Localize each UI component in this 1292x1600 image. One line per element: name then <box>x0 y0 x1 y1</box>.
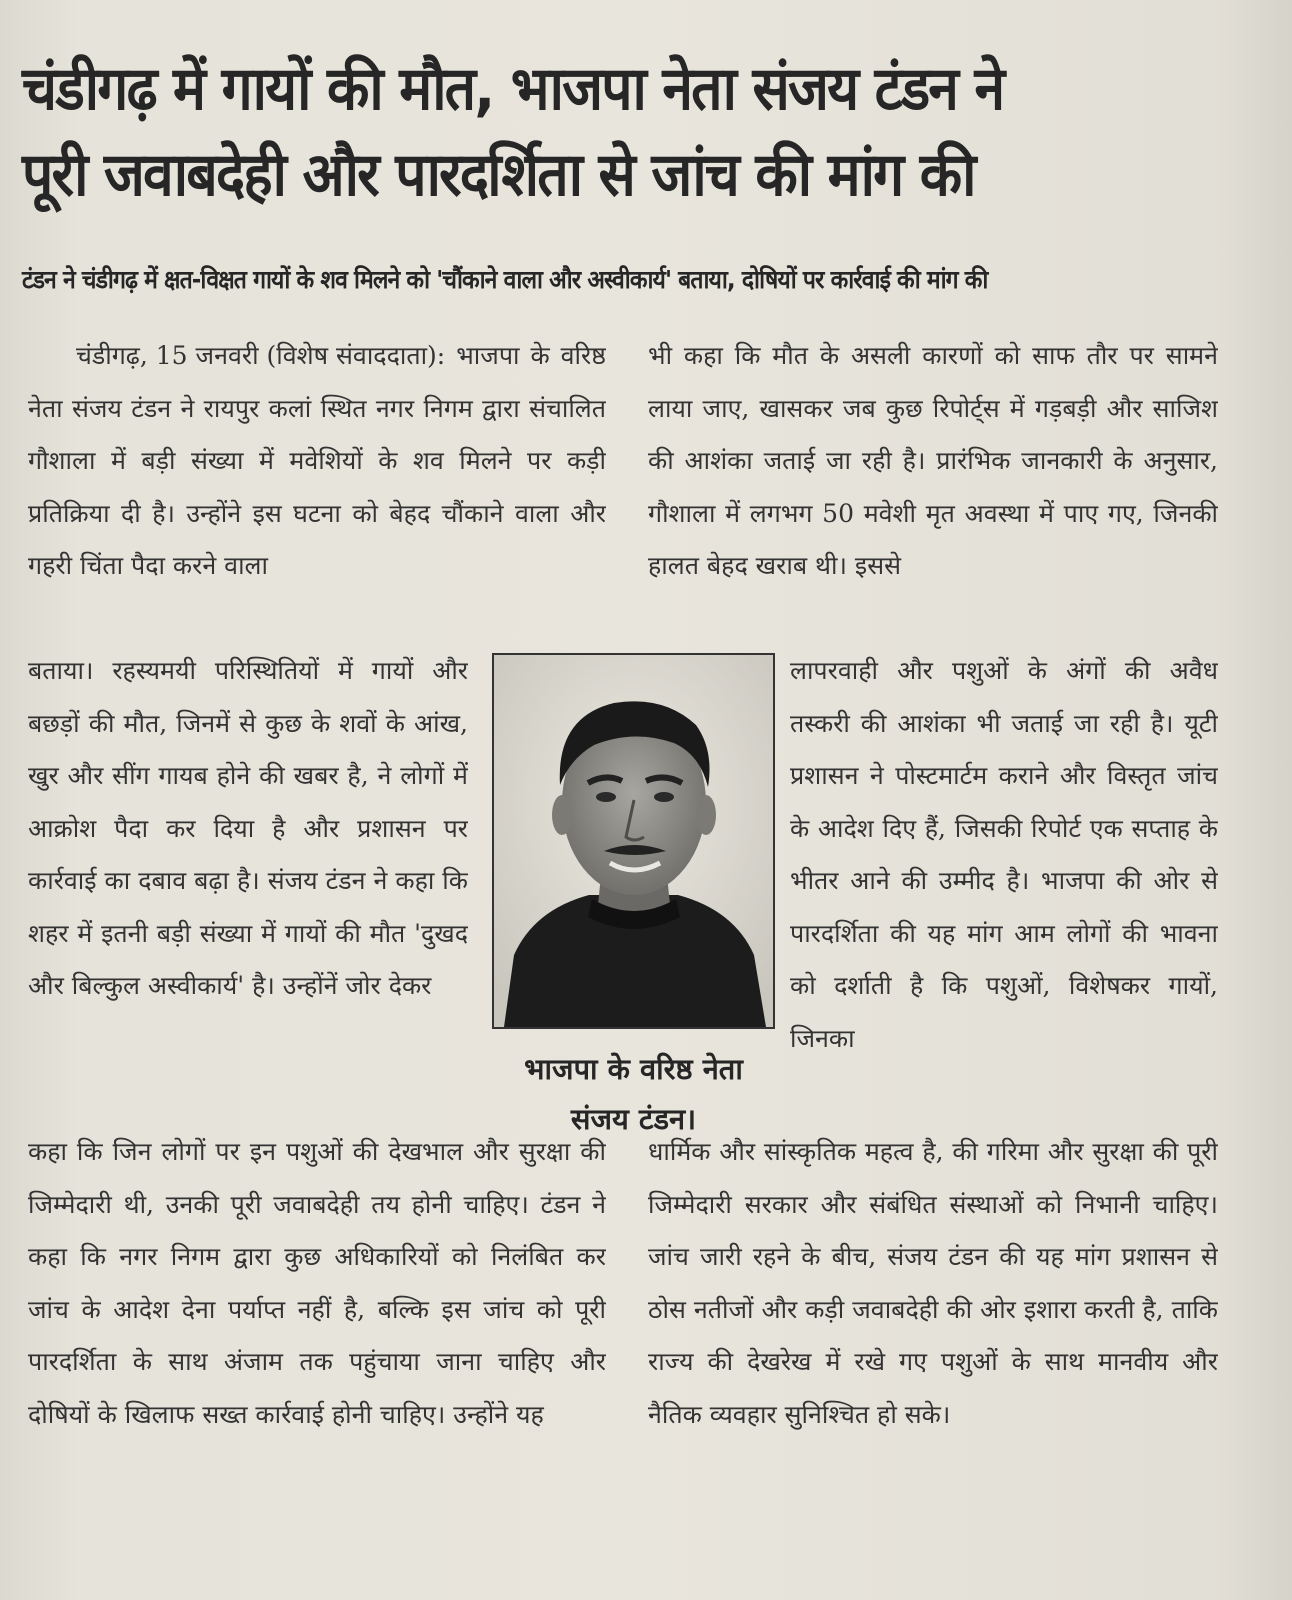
column-2-top-text: भी कहा कि मौत के असली कारणों को साफ तौर पर सामने लाया जाए, खासकर जब कुछ रिपोर्ट्स में गड़बड़ी और साजिश की आशंका जताई जा रही है। प्रारंभिक जानकारी के अनुसार, गौशाला में लगभग 50 मवेशी मृत अवस्था में पाए गए, जिनकी हालत बेहद खराब थी। इससे <box>648 341 1218 580</box>
photo-caption: भाजपा के वरिष्ठ नेता संजय टंडन। <box>524 1052 743 1136</box>
column-1-bottom <box>28 1126 606 1546</box>
column-2-middle <box>790 645 1218 1123</box>
column-1-top <box>28 330 606 645</box>
headline-line-1: चंडीगढ़ में गायों की मौत, भाजपा नेता संजय टंडन ने <box>22 54 1004 124</box>
subheadline: टंडन ने चंडीगढ़ में क्षत-विक्षत गायों के शव मिलने को 'चौंकाने वाला और अस्वीकार्य' बताया, दोषियों पर कार्रवाई की मांग की <box>22 265 988 294</box>
headline-line-2: पूरी जवाबदेही और पारदर्शिता से जांच की मांग की <box>22 140 975 210</box>
column-1-top-text: भाजपा के वरिष्ठ नेता संजय टंडन ने रायपुर कलां स्थित नगर निगम द्वारा संचालित गौशाला में बड़ी संख्या में मवेशियों के शव मिलने पर कड़ी प्रतिक्रिया दी है। उन्होंने इस घटना को बेहद चौंकाने वाला और गहरी चिंता पैदा करने वाला <box>28 341 606 580</box>
portrait-photo <box>492 653 775 1029</box>
column-1-bottom-text: कहा कि जिन लोगों पर इन पशुओं की देखभाल और सुरक्षा की जिम्मेदारी थी, उनकी पूरी जवाबदेही तय होनी चाहिए। टंडन ने कहा कि नगर निगम द्वारा कुछ अधिकारियों को निलंबित कर जांच के आदेश देना पर्याप्त नहीं है, बल्कि इस जांच को पूरी पारदर्शिता के साथ अंजाम तक पहुंचाया जाना चाहिए और दोषियों के खिलाफ सख्त कार्रवाई होनी चाहिए। उन्होंने यह <box>28 1137 606 1429</box>
headline <box>22 46 1144 218</box>
column-2-bottom <box>648 1126 1218 1546</box>
column-2-top <box>648 330 1218 645</box>
column-2-bottom-text: धार्मिक और सांस्कृतिक महत्व है, की गरिमा और सुरक्षा की पूरी जिम्मेदारी सरकार और संबंधित संस्थाओं को निभानी चाहिए। जांच जारी रहने के बीच, संजय टंडन की यह मांग प्रशासन से ठोस नतीजों और कड़ी जवाबदेही की ओर इशारा करती है, ताकि राज्य की देखरेख में रखे गए पशुओं के साथ मानवीय और नैतिक व्यवहार सुनिश्चित हो सके। <box>648 1137 1218 1429</box>
column-1-middle-text: बताया। रहस्यमयी परिस्थितियों में गायों और बछड़ों की मौत, जिनमें से कुछ के शवों के आंख, खुर और सींग गायब होने की खबर है, ने लोगों में आक्रोश पैदा कर दिया है और प्रशासन पर कार्रवाई का दबाव बढ़ा है। संजय टंडन ने कहा कि शहर में इतनी बड़ी संख्या में गायों की मौत 'दुखद और बिल्कुल अस्वीकार्य' है। उन्होंनें जोर देकर <box>28 656 468 1000</box>
dateline: चंडीगढ़, 15 जनवरी (विशेष संवाददाता): <box>76 341 446 370</box>
column-2-middle-text: लापरवाही और पशुओं के अंगों की अवैध तस्करी की आशंका भी जताई जा रही है। यूटी प्रशासन ने पोस्टमार्टम कराने और विस्तृत जांच के आदेश दिए हैं, जिसकी रिपोर्ट एक सप्ताह के भीतर आने की उम्मीद है। भाजपा की ओर से पारदर्शिता की यह मांग आम लोगों की भावना को दर्शाती है कि पशुओं, विशेषकर गायों, जिनका <box>790 656 1218 1053</box>
column-1-middle <box>28 645 468 1123</box>
person-portrait-icon <box>494 655 773 1027</box>
